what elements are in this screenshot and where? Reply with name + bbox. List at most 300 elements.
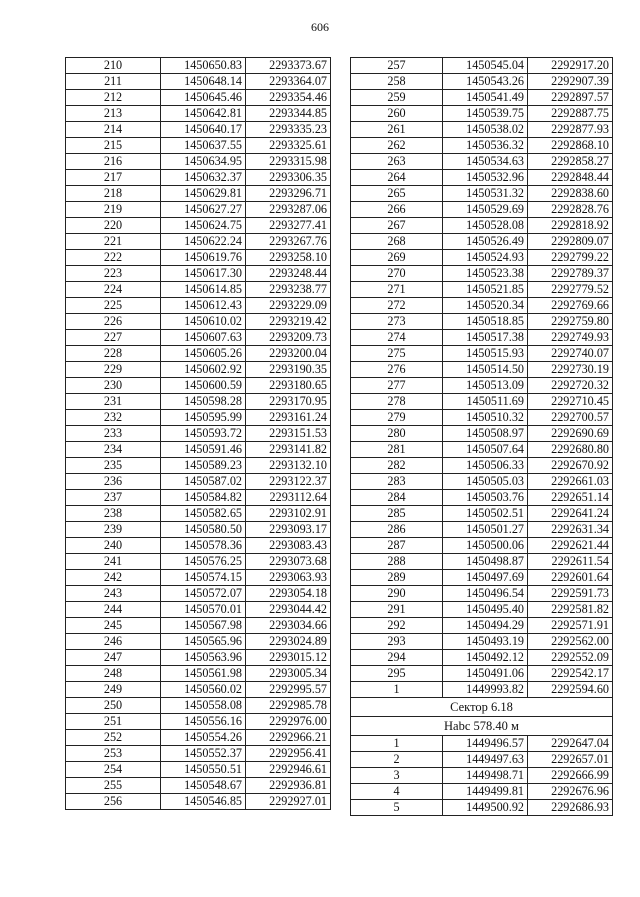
point-number: 279 [351,410,443,426]
point-number: 220 [66,218,161,234]
table-row [66,698,331,714]
x-coordinate: 1450558.08 [161,698,246,714]
y-coordinate: 2292647.04 [528,736,613,752]
y-coordinate: 2292887.75 [528,106,613,122]
point-number: 230 [66,378,161,394]
point-number: 266 [351,202,443,218]
table-row [351,618,613,634]
table-row [351,154,613,170]
point-number: 215 [66,138,161,154]
point-number: 244 [66,602,161,618]
point-number: 247 [66,650,161,666]
y-coordinate: 2292591.73 [528,586,613,602]
x-coordinate: 1450534.63 [443,154,528,170]
y-coordinate: 2292657.01 [528,752,613,768]
x-coordinate: 1450561.98 [161,666,246,682]
sector-title: Сектор 6.18 [351,698,613,717]
point-number: 250 [66,698,161,714]
x-coordinate: 1450507.64 [443,442,528,458]
y-coordinate: 2293229.09 [246,298,331,314]
point-number: 271 [351,282,443,298]
y-coordinate: 2292581.82 [528,602,613,618]
table-row [66,506,331,522]
table-row [66,426,331,442]
x-coordinate: 1450529.69 [443,202,528,218]
table-row [66,378,331,394]
y-coordinate: 2293248.44 [246,266,331,282]
point-number: 227 [66,330,161,346]
y-coordinate: 2292966.21 [246,730,331,746]
x-coordinate: 1450545.04 [443,58,528,74]
y-coordinate: 2292759.80 [528,314,613,330]
table-row [351,426,613,442]
x-coordinate: 1450563.96 [161,650,246,666]
point-number: 289 [351,570,443,586]
point-number: 268 [351,234,443,250]
table-row [351,666,613,682]
x-coordinate: 1450539.75 [443,106,528,122]
y-coordinate: 2292838.60 [528,186,613,202]
coordinates-table-left [65,57,331,810]
point-number: 219 [66,202,161,218]
table-row [66,570,331,586]
point-number: 275 [351,346,443,362]
x-coordinate: 1450637.55 [161,138,246,154]
x-coordinate: 1450634.95 [161,154,246,170]
x-coordinate: 1450574.15 [161,570,246,586]
point-number: 256 [66,794,161,810]
table-row [66,170,331,186]
point-number: 270 [351,266,443,282]
y-coordinate: 2293161.24 [246,410,331,426]
y-coordinate: 2293296.71 [246,186,331,202]
table-row [66,330,331,346]
point-number: 282 [351,458,443,474]
y-coordinate: 2293209.73 [246,330,331,346]
x-coordinate: 1450600.59 [161,378,246,394]
y-coordinate: 2293219.42 [246,314,331,330]
y-coordinate: 2292799.22 [528,250,613,266]
point-number: 277 [351,378,443,394]
x-coordinate: 1450518.85 [443,314,528,330]
x-coordinate: 1450521.85 [443,282,528,298]
x-coordinate: 1450514.50 [443,362,528,378]
x-coordinate: 1450491.06 [443,666,528,682]
x-coordinate: 1450502.51 [443,506,528,522]
x-coordinate: 1450505.03 [443,474,528,490]
x-coordinate: 1450500.06 [443,538,528,554]
y-coordinate: 2293034.66 [246,618,331,634]
x-coordinate: 1450556.16 [161,714,246,730]
y-coordinate: 2293093.17 [246,522,331,538]
table-row [351,106,613,122]
y-coordinate: 2292749.93 [528,330,613,346]
point-number: 258 [351,74,443,90]
y-coordinate: 2292661.03 [528,474,613,490]
y-coordinate: 2292897.57 [528,90,613,106]
x-coordinate: 1450607.63 [161,330,246,346]
x-coordinate: 1450614.85 [161,282,246,298]
x-coordinate: 1449497.63 [443,752,528,768]
x-coordinate: 1450645.46 [161,90,246,106]
x-coordinate: 1450619.76 [161,250,246,266]
point-number: 224 [66,282,161,298]
y-coordinate: 2293277.41 [246,218,331,234]
point-number: 243 [66,586,161,602]
y-coordinate: 2293170.95 [246,394,331,410]
x-coordinate: 1450593.72 [161,426,246,442]
table-row [66,186,331,202]
table-row [66,74,331,90]
table-row [66,58,331,74]
y-coordinate: 2292542.17 [528,666,613,682]
x-coordinate: 1449993.82 [443,682,528,698]
y-coordinate: 2292562.00 [528,634,613,650]
y-coordinate: 2292552.09 [528,650,613,666]
point-number: 263 [351,154,443,170]
point-number: 287 [351,538,443,554]
x-coordinate: 1450591.46 [161,442,246,458]
table-row [351,474,613,490]
point-number: 232 [66,410,161,426]
point-number: 237 [66,490,161,506]
y-coordinate: 2293354.46 [246,90,331,106]
table-row [66,266,331,282]
table-row [66,234,331,250]
y-coordinate: 2292631.34 [528,522,613,538]
point-number: 214 [66,122,161,138]
point-number: 210 [66,58,161,74]
table-row [66,138,331,154]
x-coordinate: 1449498.71 [443,768,528,784]
table-row [66,586,331,602]
table-row [351,378,613,394]
table-row [66,122,331,138]
y-coordinate: 2292818.92 [528,218,613,234]
table-row [66,666,331,682]
y-coordinate: 2292686.93 [528,800,613,816]
x-coordinate: 1450650.83 [161,58,246,74]
point-number: 272 [351,298,443,314]
point-number: 294 [351,650,443,666]
table-row [351,506,613,522]
y-coordinate: 2292976.00 [246,714,331,730]
x-coordinate: 1450498.87 [443,554,528,570]
point-number: 225 [66,298,161,314]
x-coordinate: 1450602.92 [161,362,246,378]
y-coordinate: 2292858.27 [528,154,613,170]
x-coordinate: 1450532.96 [443,170,528,186]
y-coordinate: 2292601.64 [528,570,613,586]
x-coordinate: 1449500.92 [443,800,528,816]
point-number: 257 [351,58,443,74]
table-row [351,186,613,202]
table-row [351,800,613,816]
x-coordinate: 1450541.49 [443,90,528,106]
point-number: 238 [66,506,161,522]
point-number: 267 [351,218,443,234]
page-number: 606 [311,20,329,34]
y-coordinate: 2293015.12 [246,650,331,666]
table-row [351,602,613,618]
table-row [351,266,613,282]
table-row [351,538,613,554]
point-number: 260 [351,106,443,122]
y-coordinate: 2293335.23 [246,122,331,138]
point-number: 2 [351,752,443,768]
x-coordinate: 1450584.82 [161,490,246,506]
point-number: 1 [351,682,443,698]
table-row [66,282,331,298]
y-coordinate: 2293122.37 [246,474,331,490]
y-coordinate: 2292690.69 [528,426,613,442]
x-coordinate: 1450598.28 [161,394,246,410]
point-number: 285 [351,506,443,522]
table-row [66,714,331,730]
table-row [351,458,613,474]
y-coordinate: 2292907.39 [528,74,613,90]
y-coordinate: 2292571.91 [528,618,613,634]
table-row [351,362,613,378]
coordinates-table-right [350,57,613,816]
y-coordinate: 2293364.07 [246,74,331,90]
point-number: 248 [66,666,161,682]
y-coordinate: 2293141.82 [246,442,331,458]
y-coordinate: 2293238.77 [246,282,331,298]
point-number: 233 [66,426,161,442]
table-row [351,442,613,458]
point-number: 291 [351,602,443,618]
x-coordinate: 1450610.02 [161,314,246,330]
x-coordinate: 1450589.23 [161,458,246,474]
y-coordinate: 2293373.67 [246,58,331,74]
point-number: 280 [351,426,443,442]
x-coordinate: 1450546.85 [161,794,246,810]
point-number: 235 [66,458,161,474]
y-coordinate: 2292946.61 [246,762,331,778]
y-coordinate: 2293044.42 [246,602,331,618]
x-coordinate: 1450492.12 [443,650,528,666]
x-coordinate: 1450524.93 [443,250,528,266]
point-number: 213 [66,106,161,122]
y-coordinate: 2292779.52 [528,282,613,298]
y-coordinate: 2292956.41 [246,746,331,762]
y-coordinate: 2293063.93 [246,570,331,586]
table-row [66,490,331,506]
x-coordinate: 1450493.19 [443,634,528,650]
table-row [66,650,331,666]
point-number: 239 [66,522,161,538]
y-coordinate: 2293315.98 [246,154,331,170]
table-row [66,250,331,266]
table-row [351,394,613,410]
x-coordinate: 1450506.33 [443,458,528,474]
x-coordinate: 1450578.36 [161,538,246,554]
point-number: 242 [66,570,161,586]
y-coordinate: 2292676.96 [528,784,613,800]
table-row [66,762,331,778]
table-row [351,634,613,650]
table-row [66,602,331,618]
table-row [351,570,613,586]
point-number: 273 [351,314,443,330]
point-number: 216 [66,154,161,170]
y-coordinate: 2292927.01 [246,794,331,810]
y-coordinate: 2292621.44 [528,538,613,554]
point-number: 229 [66,362,161,378]
y-coordinate: 2293344.85 [246,106,331,122]
x-coordinate: 1450531.32 [443,186,528,202]
table-row [66,410,331,426]
table-row [66,522,331,538]
table-row [66,618,331,634]
x-coordinate: 1450627.27 [161,202,246,218]
point-number: 293 [351,634,443,650]
y-coordinate: 2292985.78 [246,698,331,714]
x-coordinate: 1450517.38 [443,330,528,346]
x-coordinate: 1450526.49 [443,234,528,250]
sector-height-row [351,717,613,736]
y-coordinate: 2292936.81 [246,778,331,794]
y-coordinate: 2292666.99 [528,768,613,784]
point-number: 274 [351,330,443,346]
point-number: 228 [66,346,161,362]
point-number: 261 [351,122,443,138]
point-number: 226 [66,314,161,330]
table-row [351,138,613,154]
table-row [66,794,331,810]
point-number: 295 [351,666,443,682]
point-number: 211 [66,74,161,90]
point-number: 212 [66,90,161,106]
table-row [66,90,331,106]
table-row [351,202,613,218]
point-number: 265 [351,186,443,202]
x-coordinate: 1450582.65 [161,506,246,522]
y-coordinate: 2292877.93 [528,122,613,138]
table-row [66,202,331,218]
y-coordinate: 2292868.10 [528,138,613,154]
point-number: 255 [66,778,161,794]
point-number: 281 [351,442,443,458]
x-coordinate: 1450572.07 [161,586,246,602]
y-coordinate: 2292917.20 [528,58,613,74]
x-coordinate: 1450523.38 [443,266,528,282]
y-coordinate: 2292700.57 [528,410,613,426]
x-coordinate: 1449499.81 [443,784,528,800]
y-coordinate: 2292720.32 [528,378,613,394]
point-number: 240 [66,538,161,554]
point-number: 284 [351,490,443,506]
x-coordinate: 1450552.37 [161,746,246,762]
table-row [66,394,331,410]
point-number: 218 [66,186,161,202]
point-number: 286 [351,522,443,538]
x-coordinate: 1450587.02 [161,474,246,490]
point-number: 241 [66,554,161,570]
table-row [351,736,613,752]
table-row [351,74,613,90]
y-coordinate: 2293267.76 [246,234,331,250]
y-coordinate: 2292995.57 [246,682,331,698]
x-coordinate: 1450550.51 [161,762,246,778]
x-coordinate: 1450520.34 [443,298,528,314]
x-coordinate: 1450496.54 [443,586,528,602]
y-coordinate: 2292670.92 [528,458,613,474]
table-row [351,298,613,314]
y-coordinate: 2293190.35 [246,362,331,378]
table-row [66,682,331,698]
x-coordinate: 1450622.24 [161,234,246,250]
table-row [66,346,331,362]
point-number: 290 [351,586,443,602]
point-number: 269 [351,250,443,266]
y-coordinate: 2292828.76 [528,202,613,218]
table-row [351,410,613,426]
point-number: 223 [66,266,161,282]
point-number: 221 [66,234,161,250]
table-row [66,362,331,378]
table-row [66,106,331,122]
x-coordinate: 1450642.81 [161,106,246,122]
table-row [66,778,331,794]
y-coordinate: 2293306.35 [246,170,331,186]
point-number: 276 [351,362,443,378]
y-coordinate: 2293024.89 [246,634,331,650]
y-coordinate: 2292740.07 [528,346,613,362]
point-number: 249 [66,682,161,698]
y-coordinate: 2293102.91 [246,506,331,522]
x-coordinate: 1450605.26 [161,346,246,362]
y-coordinate: 2292848.44 [528,170,613,186]
table-row [351,58,613,74]
y-coordinate: 2293054.18 [246,586,331,602]
point-number: 3 [351,768,443,784]
y-coordinate: 2292769.66 [528,298,613,314]
y-coordinate: 2292710.45 [528,394,613,410]
x-coordinate: 1450515.93 [443,346,528,362]
y-coordinate: 2292680.80 [528,442,613,458]
point-number: 264 [351,170,443,186]
table-row [66,314,331,330]
table-row [351,768,613,784]
x-coordinate: 1450560.02 [161,682,246,698]
table-row [351,586,613,602]
point-number: 283 [351,474,443,490]
table-row [351,330,613,346]
point-number: 254 [66,762,161,778]
x-coordinate: 1450494.29 [443,618,528,634]
x-coordinate: 1450617.30 [161,266,246,282]
sector-height: Нabc 578.40 м [351,717,613,736]
table-row [66,554,331,570]
x-coordinate: 1450510.32 [443,410,528,426]
y-coordinate: 2292641.24 [528,506,613,522]
x-coordinate: 1450565.96 [161,634,246,650]
point-number: 236 [66,474,161,490]
x-coordinate: 1450612.43 [161,298,246,314]
x-coordinate: 1450497.69 [443,570,528,586]
table-row [351,90,613,106]
x-coordinate: 1450629.81 [161,186,246,202]
x-coordinate: 1450513.09 [443,378,528,394]
table-row [351,170,613,186]
y-coordinate: 2293180.65 [246,378,331,394]
x-coordinate: 1450543.26 [443,74,528,90]
table-row [351,346,613,362]
point-number: 4 [351,784,443,800]
point-number: 222 [66,250,161,266]
